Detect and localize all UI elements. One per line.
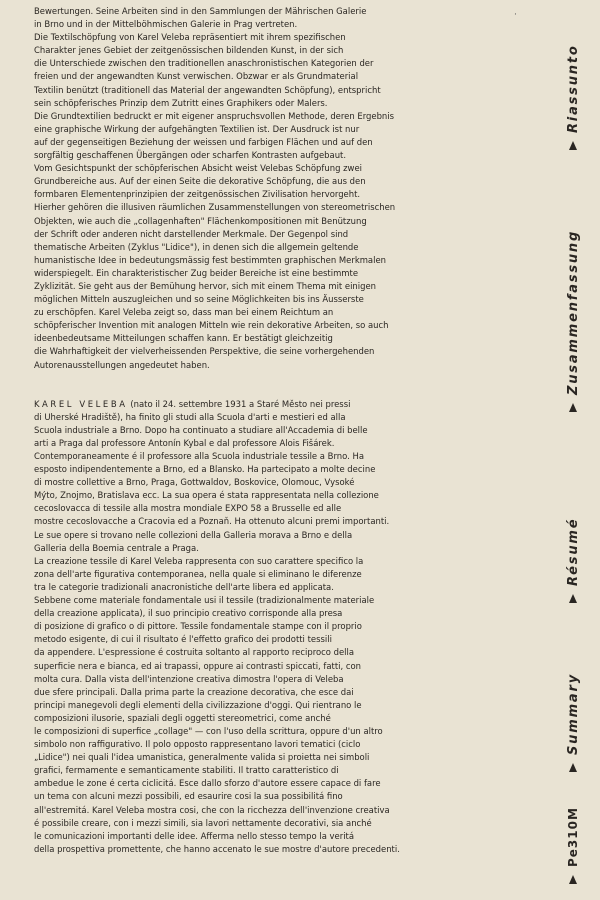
text-line: ambedue le zone é certa ciclicitá. Esce dallo sforzo d'autore essere capace di fare	[34, 778, 381, 789]
text-line: di mostre collettive a Brno, Praga, Gottwaldov, Boskovice, Olomouc, Vysoké	[34, 477, 355, 488]
text-line: ideenbedeutsame Mitteilungen schaffen kann. Er bestätigt gleichzeitig	[34, 333, 333, 344]
text-line: della creazione applicata), il suo principio creativo corrisponde alla presa	[34, 608, 343, 619]
italian-line: (nato il 24. settembre 1931 a Staré Město nei pressi	[127, 398, 351, 409]
triangle-marker-icon	[569, 594, 577, 603]
text-line: Die Textilschöpfung von Karel Veleba repräsentiert mit ihrem spezifischen	[34, 32, 346, 43]
text-line: zona dell'arte figurativa contemporanea, nella quale si eliminano le diferenze	[34, 568, 362, 579]
text-line: Zyklizität. Sie geht aus der Bemühung hervor, sich mit einem Thema mit einigen	[34, 280, 377, 291]
text-line: molta cura. Dalla vista dell'intenzione creativa dimostra l'opera di Veleba	[34, 673, 344, 684]
text-line: tra le categorie tradizionali anacronistiche dell'arte libera ed applicata.	[34, 581, 334, 592]
text-line: in Brno und in der Mittelböhmischen Galerie in Prag vertreten.	[34, 19, 298, 30]
text-line: die Unterschiede zwischen den traditionellen anaschronistischen Kategorien der	[34, 58, 374, 69]
label-zusammenfassung: Zusammenfassung	[566, 230, 581, 412]
text-line: auf der gegenseitigen Beziehung der weissen und farbigen Flächen und auf den	[34, 136, 373, 147]
corner-mark: ·	[514, 10, 517, 20]
text-line: Bewertungen. Seine Arbeiten sind in den Sammlungen der Mährischen Galerie	[34, 6, 367, 16]
text-line: „Lidice") nei quali l'idea umanistica, generalmente valida si proietta nei simboli	[34, 752, 370, 763]
text-line: simbolo non raffigurativo. Il polo opposto rappresentano lavori tematici (ciclo	[34, 739, 361, 750]
text-line: arti a Praga dal professore Antonín Kybal e dal professore Alois Fišárek.	[34, 437, 335, 448]
text-line: di Uherské Hradiště), ha finito gli studi alla Scuola d'arti e mestieri ed alla	[34, 411, 346, 422]
text-line: schöpferischer Invention mit analogen Mitteln wie rein dekorative Arbeiten, so auch	[34, 320, 389, 331]
text-line: Le sue opere si trovano nelle collezioni della Galleria morava a Brno e della	[34, 529, 353, 540]
text-line: metodo esigente, di cui il risultato é l'effetto grafico dei prodotti tessili	[34, 634, 332, 645]
text-line: sorgfältig geschaffenen Übergängen oder scharfen Kontrasten aufgebaut.	[34, 150, 347, 161]
label-summary: Summary	[566, 673, 581, 772]
text-line: un tema con alcuni mezzi possibili, ed esaurire cosi la sua possibilitá fino	[34, 791, 343, 802]
triangle-marker-icon	[569, 141, 577, 150]
text-line: di posizione di grafico o di pittore. Tessile fondamentale stampe con il proprio	[34, 621, 362, 632]
text-line: sein schöpferisches Prinzip dem Zutritt eines Graphikers oder Malers.	[34, 97, 328, 108]
text-line: Galleria della Boemia centrale a Praga.	[34, 542, 199, 553]
text-line: formbaren Elementenprinzipien der zeitgenössischen Zivilisation hervorgeht.	[34, 189, 361, 200]
label-resume: Résumé	[566, 518, 581, 603]
text-line: esposto indipendentemente a Brno, ed a Blansko. Ha partecipato a molte decine	[34, 464, 376, 475]
text-line: Sebbene come materiale fondamentale usi il tessile (tradizionalmente materiale	[34, 595, 375, 606]
text-line: principi manegevoli degli elementi della civilizzazione d'oggi. Qui rientrano le	[34, 699, 362, 710]
artist-name: KAREL VELEBA	[34, 398, 128, 409]
text-line: all'estremitá. Karel Veleba mostra cosi, che con la ricchezza dell'invenzione creativa	[34, 804, 390, 815]
german-summary	[34, 5, 474, 372]
text-line: möglichen Mitteln auszugleichen und so seine Möglichkeiten bis ins Äusserste	[34, 294, 364, 305]
text-line: Textilin benützt (traditionell das Material der angewandten Schöpfung), entspricht	[34, 84, 381, 95]
text-line: Die Grundtextilien bedruckt er mit eigener anspruchsvollen Methode, deren Ergebnis	[34, 110, 395, 121]
text-line: grafici, fermamente e semanticamente stabiliti. Il tratto caratteristico di	[34, 765, 339, 776]
text-line: composizioni ilusorie, spaziali degli oggetti stereometrici, come anché	[34, 712, 331, 723]
text-line: Autorenausstellungen angedeutet haben.	[34, 359, 210, 370]
text-line: le comunicazioni importanti delle idee. Afferma nello stesso tempo la veritá	[34, 830, 355, 841]
triangle-marker-icon	[569, 875, 577, 884]
text-line: Scuola industriale a Brno. Dopo ha continuato a studiare all'Accademia di belle	[34, 424, 368, 435]
italian-first-line	[34, 398, 474, 411]
text-line: mostre cecoslovacche a Cracovia ed a Poznaň. Ha ottenuto alcuni premi importanti.	[34, 516, 390, 527]
text-line: widerspiegelt. Ein charakteristischer Zug beider Bereiche ist eine bestimmte	[34, 267, 359, 278]
text-line: der Schrift oder anderen nicht darstellender Merkmale. Der Gegenpol sind	[34, 228, 349, 239]
language-index	[512, 0, 600, 900]
text-line: Grundbereiche aus. Auf der einen Seite die dekorative Schöpfung, die aus den	[34, 176, 366, 187]
text-line: le composizioni di superfice „collage" — con l'uso della scrittura, oppure d'un altro	[34, 725, 383, 736]
text-line: humanistische Idee in bedeutungsmässig fest bestimmten graphischen Merkmalen	[34, 254, 386, 265]
section-gap	[34, 372, 474, 398]
text-line: Hierher gehören die illusiven räumlichen Zusammenstellungen von stereometrischen	[34, 202, 396, 213]
text-line: della prospettiva promettente, che hanno accenato le sue mostre d'autore precedenti.	[34, 843, 400, 854]
catalog-code	[566, 807, 580, 884]
text-line: Vom Gesichtspunkt der schöpferischen Absicht weist Velebas Schöpfung zwei	[34, 163, 362, 174]
text-line: La creazione tessile di Karel Veleba rappresenta con suo carattere specifico la	[34, 555, 364, 566]
text-line: Contemporaneamente é il professore alla Scuola industriale tessile a Brno. Ha	[34, 451, 365, 461]
text-line: superficie nera e bianca, ed ai trapassi, oppure ai contrasti spiccati, fatti, con	[34, 660, 362, 671]
text-line: Objekten, wie auch die „collagenhaften" Flächenkompositionen mit Benützung	[34, 215, 367, 226]
text-line: die Wahrhaftigkeit der vielverheissenden Perspektive, die seine vorhergehenden	[34, 346, 375, 357]
text-line: é possibile creare, con i mezzi simili, sia lavori nettamente decorativi, sia anché	[34, 817, 372, 828]
triangle-marker-icon	[569, 403, 577, 412]
text-line: Charakter jenes Gebiet der zeitgenössischen bildenden Kunst, in der sich	[34, 45, 344, 56]
body-text	[34, 5, 474, 856]
text-line: da appendere. L'espressione é costruita soltanto al rapporto reciproco della	[34, 647, 355, 658]
text-line: thematische Arbeiten (Zyklus "Lidice"), in denen sich die allgemein geltende	[34, 241, 359, 252]
text-line: eine graphische Wirkung der aufgehängten Textilien ist. Der Ausdruck ist nur	[34, 123, 360, 134]
text-line: cecoslovacca di tessile alla mostra mondiale EXPO 58 a Brusselle ed alle	[34, 503, 342, 514]
catalog-code-text: Pe310M	[566, 807, 580, 867]
italian-summary	[34, 398, 474, 856]
text-line: zu erschöpfen. Karel Veleba zeigt so, dass man bei einem Reichtum an	[34, 307, 334, 318]
text-line: due sfere principali. Dalla prima parte la creazione decorativa, che esce dai	[34, 686, 354, 697]
triangle-marker-icon	[569, 763, 577, 772]
label-riassunto: Riassunto	[566, 44, 581, 150]
text-line: freien und der angewandten Kunst verwischen. Obzwar er als Grundmaterial	[34, 71, 359, 82]
text-line: Mýto, Znojmo, Bratislava ecc. La sua opera é stata rappresentata nella collezione	[34, 490, 379, 501]
